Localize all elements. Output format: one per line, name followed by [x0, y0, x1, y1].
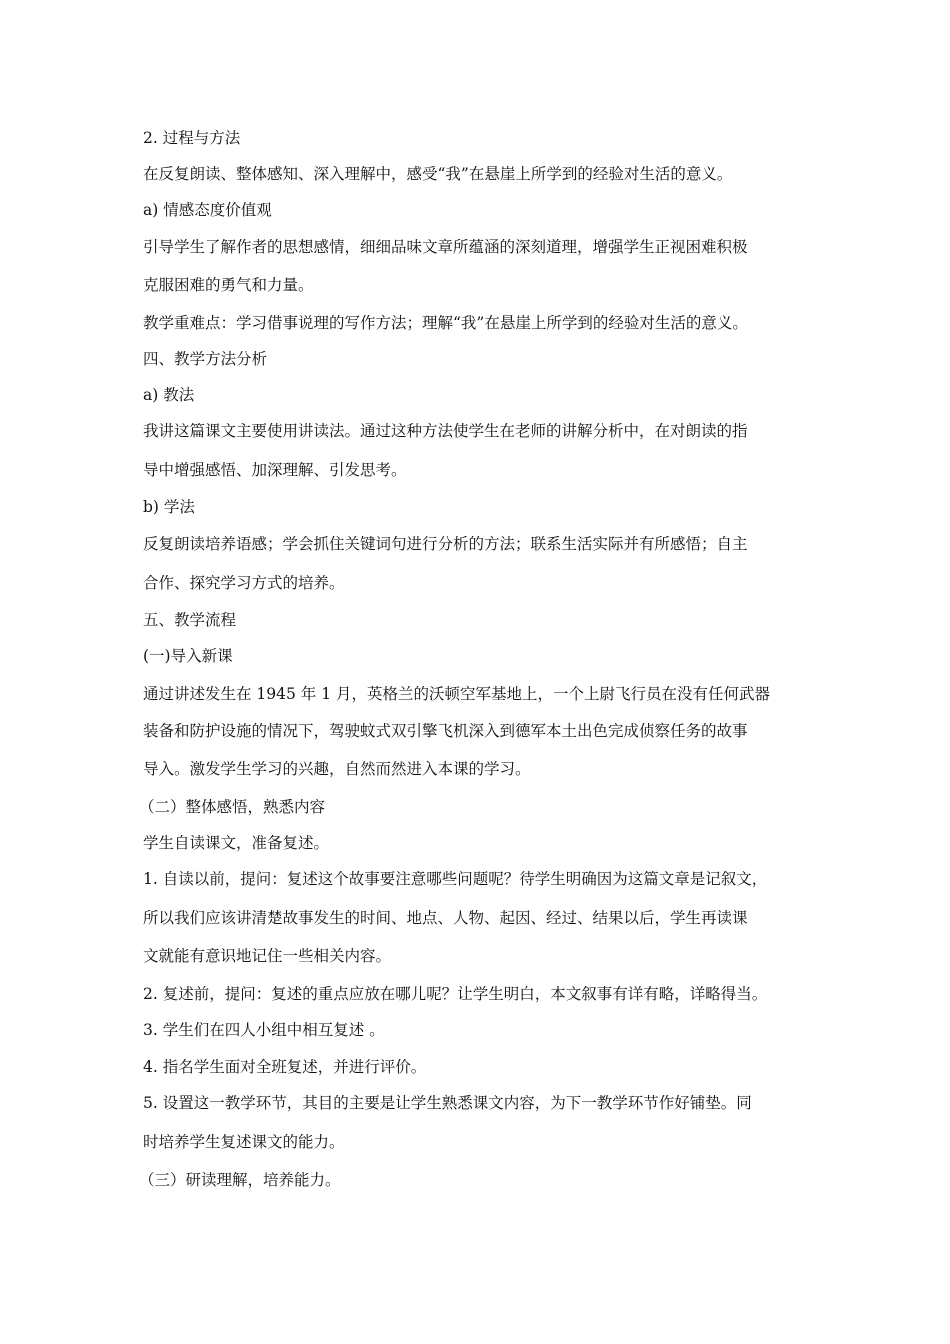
paragraph-line: 在反复朗读、整体感知、深入理解中，感受“我”在悬崖上所学到的经验对生活的意义。	[143, 165, 733, 183]
paragraph-line: 我讲这篇课文主要使用讲读法。通过这种方法使学生在老师的讲解分析中，在对朗读的指	[143, 422, 748, 440]
paragraph-line: 时培养学生复述课文的能力。	[143, 1133, 345, 1151]
subheading-overall-perception: （二）整体感悟，熟悉内容	[139, 798, 326, 816]
paragraph-line: 反复朗读培养语感；学会抓住关键词句进行分析的方法；联系生活实际并有所感悟；自主	[143, 535, 748, 553]
paragraph-line: 通过讲述发生在 1945 年 1 月，英格兰的沃顿空军基地上，一个上尉飞行员在没有任何武器	[143, 685, 771, 703]
paragraph-line: 所以我们应该讲清楚故事发生的时间、地点、人物、起因、经过、结果以后，学生再读课	[143, 909, 748, 927]
subheading-study-understand: （三）研读理解，培养能力。	[139, 1171, 341, 1189]
section-heading-teaching-methods: 四、教学方法分析	[143, 350, 268, 368]
paragraph-line: 合作、探究学习方式的培养。	[143, 574, 345, 592]
heading-learning-approach: b) 学法	[143, 498, 195, 516]
paragraph-line: 导中增强感悟、加深理解、引发思考。	[143, 461, 407, 479]
paragraph-line: 装备和防护设施的情况下，驾驶蚊式双引擎飞机深入到德军本土出色完成侦察任务的故事	[143, 722, 748, 740]
paragraph-key-points: 教学重难点：学习借事说理的写作方法；理解“我”在悬崖上所学到的经验对生活的意义。	[143, 314, 748, 332]
list-item-2: 2. 复述前，提问：复述的重点应放在哪儿呢？让学生明白，本文叙事有详有略，详略得当。	[143, 985, 768, 1003]
list-item-3: 3. 学生们在四人小组中相互复述 。	[143, 1021, 385, 1039]
heading-emotion-values: a) 情感态度价值观	[143, 201, 272, 219]
paragraph-line: 引导学生了解作者的思想感情，细细品味文章所蕴涵的深刻道理，增强学生正视困难积极	[143, 238, 748, 256]
paragraph-line: 导入。激发学生学习的兴趣，自然而然进入本课的学习。	[143, 760, 531, 778]
section-heading-teaching-flow: 五、教学流程	[143, 611, 237, 629]
list-item-5: 5. 设置这一教学环节，其目的主要是让学生熟悉课文内容，为下一教学环节作好铺垫。同	[143, 1094, 752, 1112]
list-item-1: 1. 自读以前，提问：复述这个故事要注意哪些问题呢？待学生明确因为这篇文章是记叙文，	[143, 870, 768, 888]
heading-process-method: 2. 过程与方法	[143, 129, 241, 147]
paragraph-line: 克服困难的勇气和力量。	[143, 276, 314, 294]
list-item-4: 4. 指名学生面对全班复述，并进行评价。	[143, 1058, 427, 1076]
heading-teaching-approach: a) 教法	[143, 386, 195, 404]
paragraph-line: 学生自读课文，准备复述。	[143, 834, 330, 852]
subheading-intro: (一)导入新课	[143, 647, 233, 665]
paragraph-line: 文就能有意识地记住一些相关内容。	[143, 947, 392, 965]
